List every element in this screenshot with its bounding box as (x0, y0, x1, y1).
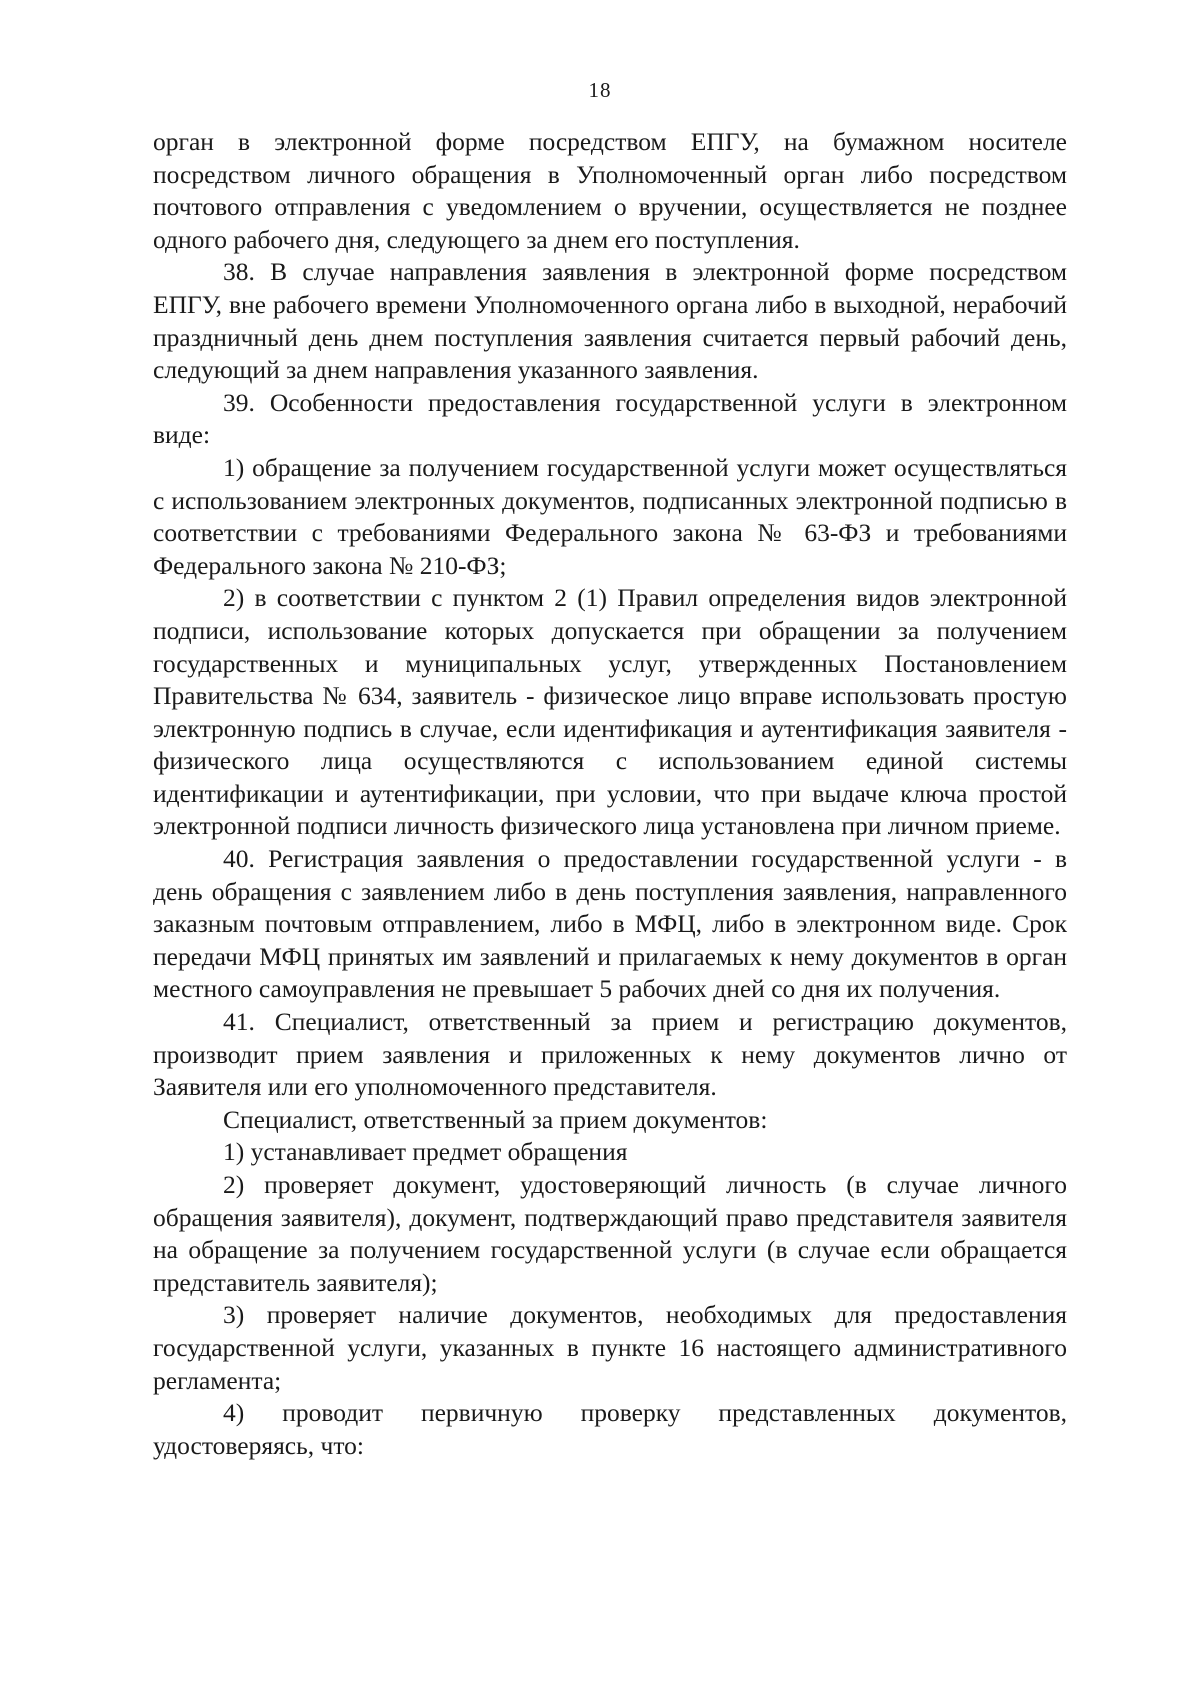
paragraph-39-item-2: 2) в соответствии с пунктом 2 (1) Правил определения видов электронной подписи, использование которых допускается при обращении за получением государственных и муниципальных услуг, утвержденных Постановлением Правительства № 634, заявитель - физическое лицо вправе использовать простую электронную подпись в случае, если идентификация и аутентификация заявителя - физического лица осуществляются с использованием единой системы идентификации и аутентификации, при условии, что при выдаче ключа простой электронной подписи личность физического лица установлена при личном приеме. (153, 583, 1067, 841)
paragraph-41: 41. Специалист, ответственный за прием и регистрацию документов, производит прием заявления и приложенных к нему документов лично от Заявителя или его уполномоченного представителя. (153, 1007, 1067, 1102)
paragraph-39: 39. Особенности предоставления государственной услуги в электронном виде: (153, 387, 1067, 450)
paragraph-continuation: орган в электронной форме посредством ЕПГУ, на бумажном носителе посредством личного обращения в Уполномоченный орган либо посредством почтового отправления с уведомлением о вручении, осуществляется не позднее одного рабочего дня, следующего за днем его поступления. (153, 127, 1067, 254)
document-body (153, 126, 1067, 1462)
paragraph-41-item-1: 1) устанавливает предмет обращения (223, 1137, 628, 1167)
paragraph-41-item-2: 2) проверяет документ, удостоверяющий личность (в случае личного обращения заявителя), документ, подтверждающий право представителя заявителя на обращение за получением государственной услуги (в случае если обращается представитель заявителя); (153, 1170, 1067, 1297)
paragraph-41-item-4: 4) проводит первичную проверку представленных документов, удостоверяясь, что: (153, 1398, 1067, 1460)
paragraph-38: 38. В случае направления заявления в электронной форме посредством ЕПГУ, вне рабочего времени Уполномоченного органа либо в выходной, нерабочий праздничный день днем поступления заявления считается первый рабочий день, следующий за днем направления указанного заявления. (153, 257, 1067, 385)
page-number: 18 (588, 78, 612, 102)
paragraph-39-item-1: 1) обращение за получением государственной услуги может осуществляться с использованием электронных документов, подписанных электронной подписью в соответствии с требованиями Федерального закона № 63-ФЗ и требованиями Федерального закона № 210-ФЗ; (153, 452, 1067, 580)
paragraph-41-intro: Специалист, ответственный за прием документов: (223, 1104, 768, 1134)
paragraph-41-item-3: 3) проверяет наличие документов, необходимых для предоставления государственной услуги, указанных в пункте 16 настоящего административного регламента; (153, 1300, 1067, 1395)
paragraph-40: 40. Регистрация заявления о предоставлении государственной услуги - в день обращения с заявлением либо в день поступления заявления, направленного заказным почтовым отправлением, либо в МФЦ, либо в электронном виде. Срок передачи МФЦ принятых им заявлений и прилагаемых к нему документов в орган местного самоуправления не превышает 5 рабочих дней со дня их получения. (153, 844, 1067, 1004)
